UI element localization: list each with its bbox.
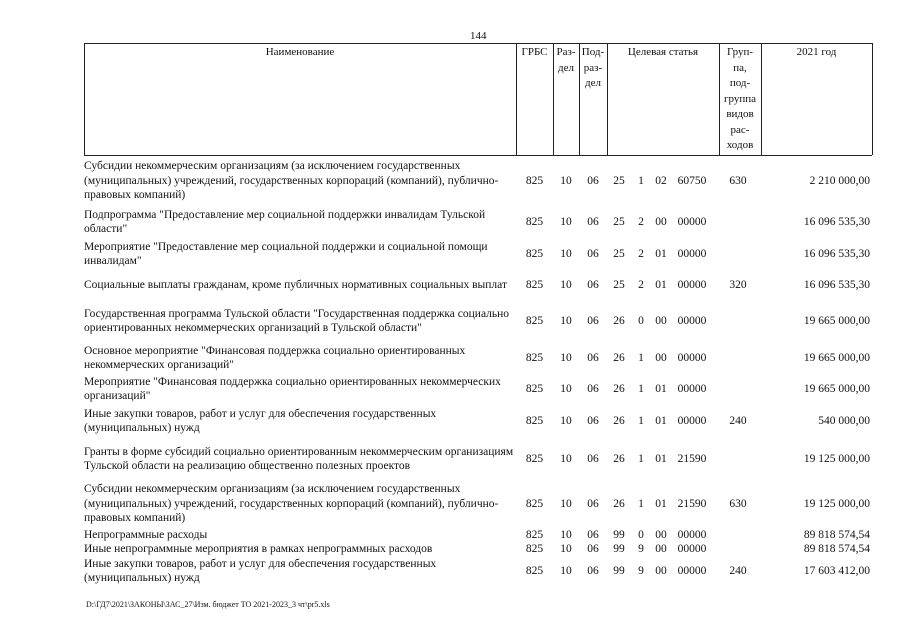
row-razdel: 10 xyxy=(560,564,572,577)
row-amount-2021: 17 603 412,00 xyxy=(803,564,870,577)
row-name: Непрограммные расходы xyxy=(84,528,208,541)
row-podrazdel: 06 xyxy=(587,528,599,541)
row-target-subprogram: 1 xyxy=(638,452,644,465)
table-row xyxy=(84,542,872,556)
row-name: Мероприятие "Предоставление мер социальной поддержки и социальной помощи инвалидам" xyxy=(84,240,488,267)
row-target-event: 01 xyxy=(655,278,667,291)
row-amount-2021: 16 096 535,30 xyxy=(803,247,870,260)
row-target-event: 00 xyxy=(655,542,667,555)
budget-table-body xyxy=(84,156,872,586)
table-row xyxy=(84,300,872,342)
row-name: Субсидии некоммерческим организациям (за исключением государственных (муниципальных) учреждений, государственных корпораций (компаний), публично-правовых компаний) xyxy=(84,160,499,202)
row-target-subprogram: 9 xyxy=(638,564,644,577)
page-number: 144 xyxy=(470,30,487,42)
row-target-subprogram: 0 xyxy=(638,314,644,327)
row-target-program: 25 xyxy=(613,278,625,291)
row-target-event: 00 xyxy=(655,528,667,541)
row-target-direction: 00000 xyxy=(677,215,707,228)
header-group: Груп- па, под- группа видов рас- ходов xyxy=(723,46,757,151)
row-target-event: 01 xyxy=(655,497,667,510)
table-row xyxy=(84,480,872,528)
table-row xyxy=(84,374,872,404)
row-target-program: 99 xyxy=(613,542,625,555)
row-razdel: 10 xyxy=(560,528,572,541)
row-amount-2021: 89 818 574,54 xyxy=(803,528,870,541)
row-grbs: 825 xyxy=(525,278,544,291)
row-target-subprogram: 1 xyxy=(638,414,644,427)
row-podrazdel: 06 xyxy=(587,497,599,510)
row-name: Иные закупки товаров, работ и услуг для обеспечения государственных (муниципальных) нужд xyxy=(84,407,437,434)
row-grbs: 825 xyxy=(525,414,544,427)
row-target-direction: 00000 xyxy=(677,382,707,395)
table-row xyxy=(84,342,872,374)
row-name: Основное мероприятие "Финансовая поддержка социально ориентированных некоммерческих организаций" xyxy=(84,344,466,371)
row-target-event: 00 xyxy=(655,215,667,228)
row-target-program: 25 xyxy=(613,174,625,187)
table-row xyxy=(84,404,872,438)
row-podrazdel: 06 xyxy=(587,351,599,364)
row-amount-2021: 2 210 000,00 xyxy=(809,174,870,187)
row-target-event: 00 xyxy=(655,564,667,577)
row-razdel: 10 xyxy=(560,542,572,555)
col-divider xyxy=(872,43,873,155)
row-amount-2021: 540 000,00 xyxy=(818,414,870,427)
row-grbs: 825 xyxy=(525,351,544,364)
row-razdel: 10 xyxy=(560,452,572,465)
header-top-border xyxy=(84,43,872,44)
row-target-subprogram: 1 xyxy=(638,497,644,510)
row-podrazdel: 06 xyxy=(587,414,599,427)
row-target-program: 99 xyxy=(613,564,625,577)
row-target-subprogram: 9 xyxy=(638,542,644,555)
row-amount-2021: 16 096 535,30 xyxy=(803,215,870,228)
row-name: Государственная программа Тульской области "Государственная поддержка социально ориентированных некоммерческих организаций в Тульской области" xyxy=(84,307,510,334)
header-podrazdel: Под- раз- дел xyxy=(581,46,605,89)
row-razdel: 10 xyxy=(560,215,572,228)
row-podrazdel: 06 xyxy=(587,382,599,395)
row-name: Мероприятие "Финансовая поддержка социально ориентированных некоммерческих организаций" xyxy=(84,375,501,402)
row-target-direction: 00000 xyxy=(677,351,707,364)
row-amount-2021: 19 665 000,00 xyxy=(803,314,870,327)
row-podrazdel: 06 xyxy=(587,247,599,260)
row-target-direction: 21590 xyxy=(677,497,707,510)
row-target-program: 25 xyxy=(613,247,625,260)
row-target-program: 26 xyxy=(613,497,625,510)
row-amount-2021: 16 096 535,30 xyxy=(803,278,870,291)
header-target: Целевая статья xyxy=(627,46,699,58)
row-razdel: 10 xyxy=(560,314,572,327)
row-expense-group: 240 xyxy=(729,564,747,577)
row-target-event: 01 xyxy=(655,247,667,260)
row-target-direction: 00000 xyxy=(677,314,707,327)
row-target-event: 01 xyxy=(655,382,667,395)
table-row xyxy=(84,238,872,270)
row-target-subprogram: 2 xyxy=(638,247,644,260)
row-name: Иные непрограммные мероприятия в рамках непрограммных расходов xyxy=(84,542,433,555)
row-grbs: 825 xyxy=(525,314,544,327)
table-row xyxy=(84,528,872,542)
row-podrazdel: 06 xyxy=(587,278,599,291)
row-grbs: 825 xyxy=(525,528,544,541)
table-row xyxy=(84,156,872,206)
row-target-event: 00 xyxy=(655,351,667,364)
row-grbs: 825 xyxy=(525,382,544,395)
header-name: Наименование xyxy=(265,46,335,58)
header-razdel: Раз- дел xyxy=(556,46,576,74)
row-expense-group: 240 xyxy=(729,414,747,427)
row-name: Иные закупки товаров, работ и услуг для обеспечения государственных (муниципальных) нужд xyxy=(84,557,437,584)
row-target-subprogram: 0 xyxy=(638,528,644,541)
row-target-program: 26 xyxy=(613,414,625,427)
row-razdel: 10 xyxy=(560,497,572,510)
row-podrazdel: 06 xyxy=(587,542,599,555)
row-name: Гранты в форме субсидий социально ориентированным некоммерческим организациям Тульской области на реализацию общественно полезных проектов xyxy=(84,445,514,472)
row-grbs: 825 xyxy=(525,215,544,228)
row-target-program: 26 xyxy=(613,351,625,364)
row-target-event: 02 xyxy=(655,174,667,187)
row-target-event: 01 xyxy=(655,414,667,427)
row-target-direction: 00000 xyxy=(677,247,707,260)
row-target-direction: 21590 xyxy=(677,452,707,465)
row-target-subprogram: 1 xyxy=(638,351,644,364)
row-razdel: 10 xyxy=(560,247,572,260)
file-path-footer: D:\ГД7\2021\ЗАКОНЫ\ЗАС_27\Изм. бюджет ТО 2021-2023_3 чт\pr5.xls xyxy=(86,600,330,609)
row-amount-2021: 19 125 000,00 xyxy=(803,452,870,465)
row-target-subprogram: 1 xyxy=(638,382,644,395)
row-target-direction: 00000 xyxy=(677,414,707,427)
row-name: Социальные выплаты гражданам, кроме публичных нормативных социальных выплат xyxy=(84,278,507,291)
row-expense-group: 320 xyxy=(729,278,747,291)
row-expense-group: 630 xyxy=(729,174,747,187)
row-target-subprogram: 1 xyxy=(638,174,644,187)
row-podrazdel: 06 xyxy=(587,174,599,187)
row-amount-2021: 19 665 000,00 xyxy=(803,382,870,395)
row-grbs: 825 xyxy=(525,247,544,260)
table-row xyxy=(84,556,872,586)
row-target-program: 99 xyxy=(613,528,625,541)
row-grbs: 825 xyxy=(525,542,544,555)
table-row xyxy=(84,206,872,238)
row-podrazdel: 06 xyxy=(587,452,599,465)
row-razdel: 10 xyxy=(560,278,572,291)
row-name: Подпрограмма "Предоставление мер социальной поддержки инвалидам Тульской области" xyxy=(84,208,486,235)
row-target-direction: 00000 xyxy=(677,564,707,577)
row-target-program: 26 xyxy=(613,452,625,465)
row-target-direction: 60750 xyxy=(677,174,707,187)
row-grbs: 825 xyxy=(525,452,544,465)
row-razdel: 10 xyxy=(560,351,572,364)
row-expense-group: 630 xyxy=(729,497,747,510)
row-amount-2021: 19 125 000,00 xyxy=(803,497,870,510)
header-grbs: ГРБС xyxy=(521,46,548,58)
row-target-direction: 00000 xyxy=(677,528,707,541)
row-podrazdel: 06 xyxy=(587,564,599,577)
row-grbs: 825 xyxy=(525,174,544,187)
row-grbs: 825 xyxy=(525,564,544,577)
row-target-subprogram: 2 xyxy=(638,215,644,228)
row-target-subprogram: 2 xyxy=(638,278,644,291)
row-target-program: 26 xyxy=(613,314,625,327)
row-podrazdel: 06 xyxy=(587,314,599,327)
row-target-event: 00 xyxy=(655,314,667,327)
row-razdel: 10 xyxy=(560,414,572,427)
row-name: Субсидии некоммерческим организациям (за исключением государственных (муниципальных) учреждений, государственных корпораций (компаний), публично-правовых компаний) xyxy=(84,483,499,525)
row-target-event: 01 xyxy=(655,452,667,465)
row-target-direction: 00000 xyxy=(677,542,707,555)
row-amount-2021: 19 665 000,00 xyxy=(803,351,870,364)
row-target-direction: 00000 xyxy=(677,278,707,291)
row-target-program: 26 xyxy=(613,382,625,395)
row-podrazdel: 06 xyxy=(587,215,599,228)
row-target-program: 25 xyxy=(613,215,625,228)
row-razdel: 10 xyxy=(560,382,572,395)
row-amount-2021: 89 818 574,54 xyxy=(803,542,870,555)
header-year: 2021 год xyxy=(796,46,837,58)
table-row xyxy=(84,270,872,300)
row-grbs: 825 xyxy=(525,497,544,510)
row-razdel: 10 xyxy=(560,174,572,187)
table-row xyxy=(84,438,872,480)
